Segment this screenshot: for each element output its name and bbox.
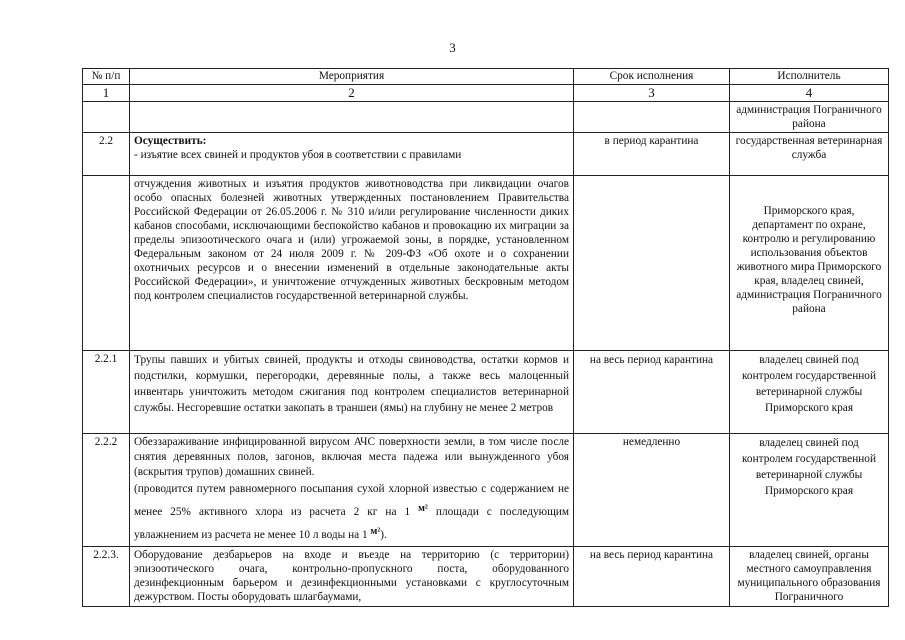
unit-m2: м² — [370, 526, 381, 537]
row-num: 2.2.1 — [83, 351, 130, 434]
unit-m2: м² — [418, 503, 428, 514]
row-event — [130, 133, 574, 176]
row-executor: администрация Пограничного района — [730, 102, 889, 133]
row-deadline: на весь период карантина — [574, 351, 730, 434]
row-executor: владелец свиней под контролем государственной ветеринарной службы Приморского края — [730, 351, 889, 434]
row-event-text: Обеззараживание инфицированной вирусом АЧС поверхности земли, в том числе после снятия деревянных полов, загонов, включая места падежа или вынужденного убоя (вскрытия трупов) домашних свиней. — [134, 436, 569, 478]
row-num: 2.2 — [83, 133, 130, 176]
row-event-title: Осуществить: — [134, 135, 207, 147]
row-executor: владелец свиней, органы местного самоуправления муниципального образования Пограничного — [730, 547, 889, 607]
row-executor: владелец свиней под контролем государственной ветеринарной службы Приморского края — [730, 434, 889, 547]
table-row — [83, 434, 889, 547]
row-event-note: (проводится путем равномерного посыпания сухой хлорной известью с содержанием не менее 25% активного хлора из расчета 2 кг на 1 м² площади с последующим увлажнением из расчета не менее 10 л воды на 1 м²). — [134, 483, 569, 541]
row-event: отчуждения животных и изъятия продуктов животноводства при ликвидации очагов особо опасных болезней животных утвержденных постановлением Правительства Российской Федерации от 26.05.2006 г. № 310 и/или регулирование численности диких кабанов способами, исключающими беспокойство кабанов и провокацию их миграции за пределы эпизоотического очага и (или) угрожаемой зоны, в порядке, установленном Федеральным законом от 24 июля 2009 г. № 209-ФЗ «Об охоте и о сохранении охотничьих ресурсов и о внесении изменений в отдельные законодательные акты Российской Федерации», и уничтожение отчужденных животных бескровным методом под контролем специалистов государственной ветеринарной службы. — [130, 176, 574, 351]
row-event: Трупы павших и убитых свиней, продукты и отходы свиноводства, остатки кормов и подстилки, кормушки, перегородки, деревянные полы, а также весь малоценный инвентарь уничтожить методом сжигания под контролем специалистов ветеринарной службы. Несгоревшие остатки закопать в траншеи (ямы) на глубину не менее 2 метров — [130, 351, 574, 434]
row-executor: Приморского края, департамент по охране, контролю и регулированию использования объектов животного мира Приморского края, владелец свиней, администрация Пограничного района — [730, 176, 889, 351]
table-header-row — [83, 69, 889, 85]
header-executor: Исполнитель — [730, 69, 889, 85]
table-row — [83, 547, 889, 607]
row-deadline: немедленно — [574, 434, 730, 547]
row-deadline — [574, 102, 730, 133]
row-deadline — [574, 176, 730, 351]
header-deadline: Срок исполнения — [574, 69, 730, 85]
row-deadline: в период карантина — [574, 133, 730, 176]
measures-table — [82, 68, 889, 607]
row-event: Оборудование дезбарьеров на входе и въезде на территорию (с территории) эпизоотического очага, контрольно-пропускного поста, оборудованного дезинфекционным барьером и дезинфекционными установками с круглосуточным дежурством. Посты оборудовать шлагбаумами, — [130, 547, 574, 607]
row-event — [130, 434, 574, 547]
row-event-text: - изъятие всех свиней и продуктов убоя в соответствии с правилами — [134, 149, 462, 161]
table-row — [83, 102, 889, 133]
table-row — [83, 176, 889, 351]
col-number: 1 — [83, 85, 130, 102]
row-num: 2.2.2 — [83, 434, 130, 547]
table-row — [83, 351, 889, 434]
header-event: Мероприятия — [130, 69, 574, 85]
col-number: 3 — [574, 85, 730, 102]
column-number-row — [83, 85, 889, 102]
col-number: 2 — [130, 85, 574, 102]
row-num — [83, 102, 130, 133]
col-number: 4 — [730, 85, 889, 102]
row-event — [130, 102, 574, 133]
page-number: 3 — [449, 40, 456, 55]
table-row — [83, 133, 889, 176]
row-deadline: на весь период карантина — [574, 547, 730, 607]
row-executor: государственная ветеринарная служба — [730, 133, 889, 176]
row-num: 2.2.3. — [83, 547, 130, 607]
row-num — [83, 176, 130, 351]
header-num: № п/п — [83, 69, 130, 85]
